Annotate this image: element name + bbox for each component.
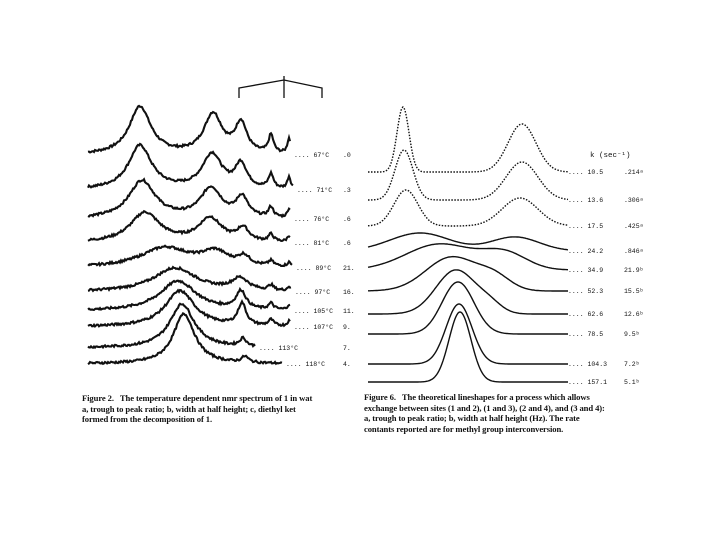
figure-6-value-label: 21.9ᵇ xyxy=(624,267,644,274)
figure-2-spectrum-trace xyxy=(88,106,290,152)
figure-6-rate-constant-label: .... 104.3 xyxy=(568,361,608,368)
figure-2-value-label: 11. xyxy=(343,308,355,315)
figure-6-rate-constant-label: .... 62.6 xyxy=(568,311,604,318)
figure-2-temperature-label: .... 118°C xyxy=(286,361,326,368)
figure-6-caption xyxy=(364,392,664,434)
figure-6-lineshape-trace xyxy=(368,257,568,291)
figure-2-temperature-label: .... 89°C xyxy=(296,265,332,272)
figure-2-spectrum-trace xyxy=(88,144,293,188)
figure-2-value-label: 7. xyxy=(343,345,351,352)
figure-6-lineshape-trace xyxy=(368,244,568,270)
figure-6-value-label: 9.5ᵇ xyxy=(624,331,640,338)
figure-6-value-label: 12.6ᵇ xyxy=(624,311,644,318)
figure-6-rate-constant-label: .... 13.6 xyxy=(568,197,604,204)
figure-6-rate-constant-label: .... 78.5 xyxy=(568,331,604,338)
figure-2-temperature-label: .... 105°C xyxy=(294,308,334,315)
figure-6-caption-line-3: a, trough to peak ratio; b, width at half height (Hz). The rate xyxy=(364,413,580,423)
figure-2-temperature-label: .... 113°C xyxy=(259,345,299,352)
figure-6-lineshapes xyxy=(368,107,568,382)
figure-6-caption-line-4: contants reported are for methyl group interconversion. xyxy=(364,423,564,434)
figure-6-rate-constant-label: .... 157.1 xyxy=(568,379,608,386)
figure-2-temperature-label: .... 76°C xyxy=(294,216,330,223)
figure-6-caption-line-1: The theoretical lineshapes for a process which allows xyxy=(401,392,590,402)
figure-6-value-label: .846ᵃ xyxy=(624,248,644,255)
figure-6-value-label: 7.2ᵇ xyxy=(624,361,640,368)
bracket-marker xyxy=(239,76,322,98)
figure-6-lineshape-trace xyxy=(368,312,568,382)
figure-2-spectra xyxy=(88,106,293,364)
figure-2-value-label: .6 xyxy=(343,216,351,223)
figure-2-temperature-label: .... 81°C xyxy=(294,240,330,247)
figure-6-lineshape-trace xyxy=(368,150,568,200)
figure-6-labels xyxy=(568,151,644,386)
figure-2-value-label: 9. xyxy=(343,324,351,331)
figure-2-temperature-label: .... 97°C xyxy=(295,289,331,296)
figure-2-value-label: 16. xyxy=(343,289,355,296)
figure-6-value-label: .425ᵃ xyxy=(624,223,644,230)
figure-2-value-label: .6 xyxy=(343,240,351,247)
figure-2-value-label: 21. xyxy=(343,265,355,272)
figure-2-spectrum-trace xyxy=(88,281,290,310)
figure-6-rate-constant-label: .... 34.9 xyxy=(568,267,604,274)
figure-2-spectrum-trace xyxy=(88,211,290,241)
figure-2-label: Figure 2. xyxy=(82,393,114,403)
figure-6-column-header: k (sec⁻¹) xyxy=(590,152,631,160)
figure-2-caption-line-2: a, trough to peak ratio; b, width at half height; c, diethyl ket xyxy=(82,403,296,414)
figure-6-label: Figure 6. xyxy=(364,392,396,402)
figure-6-rate-constant-label: .... 52.3 xyxy=(568,288,604,295)
figure-2-labels xyxy=(259,151,355,368)
figure-6-lineshape-trace xyxy=(368,107,568,172)
figure-2-value-label: 4. xyxy=(343,361,351,368)
figure-6-lineshape-trace xyxy=(368,190,568,226)
figure-6-rate-constant-label: .... 17.5 xyxy=(568,223,604,230)
figure-2-value-label: .3 xyxy=(343,187,351,194)
figure-6-caption-line-2: exchange between sites (1 and 2), (1 and 3), (2 and 4), and (3 and 4): xyxy=(364,402,605,413)
figure-6-rate-constant-label: .... 24.2 xyxy=(568,248,604,255)
figure-2-temperature-label: .... 67°C xyxy=(294,152,330,159)
figure-6-value-label: .214ᵃ xyxy=(624,169,644,176)
figure-2-temperature-label: .... 71°C xyxy=(297,187,333,194)
figure-2-caption-line-3: formed from the decomposition of 1. xyxy=(82,414,213,424)
figure-2-caption-line-1: The temperature dependent nmr spectrum of 1 in wat xyxy=(119,393,313,403)
figure-2-value-label: .0 xyxy=(343,152,351,159)
figure-2-temperature-label: .... 107°C xyxy=(294,324,334,331)
figure-2-spectrum-trace xyxy=(88,246,292,266)
figure-6-value-label: 5.1ᵇ xyxy=(624,379,640,386)
figure-6-value-label: 15.5ᵇ xyxy=(624,288,644,295)
figure-2-caption xyxy=(82,393,350,425)
figure-6-rate-constant-label: .... 10.5 xyxy=(568,169,604,176)
figure-6-value-label: .306ᵃ xyxy=(624,197,644,204)
